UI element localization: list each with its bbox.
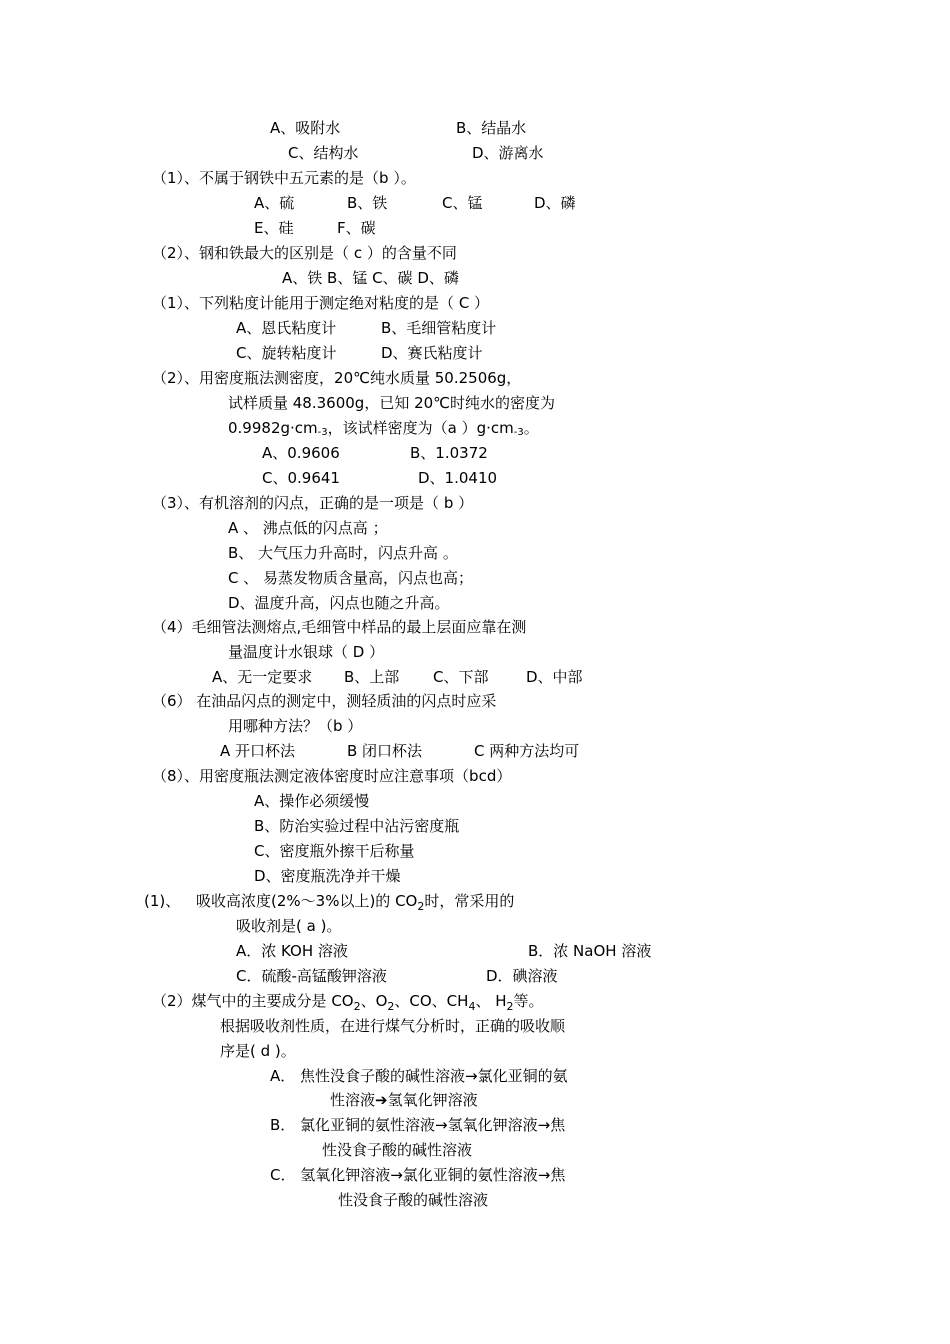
option-e-silicon: E、硅 bbox=[254, 219, 294, 237]
option-b-sequence-line2: 性没食子酸的碱性溶液 bbox=[322, 1141, 473, 1159]
option-c-manganese: C、锰 bbox=[442, 194, 483, 212]
question-steel-elements: （1）、不属于钢铁中五元素的是（b ）。 bbox=[152, 169, 416, 187]
option-b-prevent-contamination: B、防治实验过程中沾污密度瓶 bbox=[254, 817, 460, 835]
option-c-structural-water: C、结构水 bbox=[288, 144, 359, 162]
option-c-sequence: C． 氢氧化钾溶液→氯化亚铜的氨性溶液→焦 bbox=[270, 1166, 566, 1184]
question-gas-components-line2: 根据吸收剂性质，在进行煤气分析时，正确的吸收顺 bbox=[220, 1017, 566, 1035]
option-c-density: C、0.9641 bbox=[262, 469, 340, 487]
question-oil-flash-point-line2: 用哪种方法？（b ） bbox=[228, 717, 363, 735]
option-d-saybolt-viscometer: D、赛氏粘度计 bbox=[381, 344, 483, 362]
option-a-adsorbed-water: A、吸附水 bbox=[270, 119, 341, 137]
question-melting-point-line2: 量温度计水银球（ D ） bbox=[228, 643, 385, 661]
question-steel-iron-difference: （2）、钢和铁最大的区别是（ c ）的含量不同 bbox=[152, 244, 457, 262]
option-a-engler-viscometer: A、恩氏粘度计 bbox=[236, 319, 337, 337]
question-melting-point: （4）毛细管法测熔点,毛细管中样品的最上层面应靠在测 bbox=[152, 618, 527, 636]
option-d-phosphorus: D、磷 bbox=[534, 194, 576, 212]
question-viscometer: （1）、下列粘度计能用于测定绝对粘度的是（ C ） bbox=[152, 294, 490, 312]
option-b-flash-point: B、 大气压力升高时，闪点升高 。 bbox=[228, 544, 458, 562]
option-d-clean-and-dry: D、密度瓶洗净并干燥 bbox=[254, 867, 401, 885]
option-c-both-methods: C 两种方法均可 bbox=[474, 742, 580, 760]
question-gas-components: （2）煤气中的主要成分是 $CO_2$、$O_2$、CO、$CH_4$、 $H_2$等。 bbox=[152, 992, 544, 1013]
option-a-slow-operation: A、操作必须缓慢 bbox=[254, 792, 370, 810]
option-b-capillary-viscometer: B、毛细管粘度计 bbox=[381, 319, 497, 337]
option-d-flash-point: D、温度升高，闪点也随之升高。 bbox=[228, 594, 450, 612]
option-b-closed-cup: B 闭口杯法 bbox=[347, 742, 423, 760]
option-a-no-requirement: A、无一定要求 bbox=[212, 668, 313, 686]
question-flash-point: （3）、有机溶剂的闪点，正确的是一项是（ b ） bbox=[152, 494, 474, 512]
option-c-flash-point: C 、 易蒸发物质含量高，闪点也高； bbox=[228, 569, 474, 587]
option-a-sulfur: A、硫 bbox=[254, 194, 295, 212]
option-b-sequence: B． 氯化亚铜的氨性溶液→氢氧化钾溶液→焦 bbox=[270, 1116, 566, 1134]
option-c-lower: C、下部 bbox=[433, 668, 489, 686]
option-a-open-cup: A 开口杯法 bbox=[220, 742, 296, 760]
option-a-koh: A．浓 KOH 溶液 bbox=[236, 942, 348, 960]
option-a-flash-point: A 、 沸点低的闪点高 ； bbox=[228, 519, 388, 537]
option-b-density: B、1.0372 bbox=[410, 444, 488, 462]
question-co2-absorbent: 吸收高浓度(2%～3%以上)的 $CO_2$时，常采用的 bbox=[196, 892, 515, 913]
option-f-carbon: F、碳 bbox=[337, 219, 376, 237]
question-number-co2: (1)、 bbox=[144, 892, 181, 910]
question-density-precautions: （8）、用密度瓶法测定液体密度时应注意事项（bcd） bbox=[152, 767, 512, 785]
option-b-naoh: B．浓 NaOH 溶液 bbox=[528, 942, 652, 960]
option-c-sulfuric-permanganate: C．硫酸-高锰酸钾溶液 bbox=[236, 967, 387, 985]
option-b-upper: B、上部 bbox=[344, 668, 400, 686]
question-density-bottle: （2）、用密度瓶法测密度，20℃纯水质量 50.2506g， bbox=[152, 369, 522, 387]
question-density-bottle-line2: 试样质量 48.3600g，已知 20℃时纯水的密度为 bbox=[228, 394, 556, 412]
option-b-crystal-water: B、结晶水 bbox=[456, 119, 527, 137]
option-b-iron: B、铁 bbox=[347, 194, 388, 212]
option-a-density: A、0.9606 bbox=[262, 444, 340, 462]
option-c-dry-before-weighing: C、密度瓶外擦干后称量 bbox=[254, 842, 415, 860]
option-d-iodine: D．碘溶液 bbox=[486, 967, 558, 985]
option-d-middle: D、中部 bbox=[526, 668, 583, 686]
question-gas-components-line3: 序是( d )。 bbox=[220, 1042, 296, 1060]
question-oil-flash-point: （6） 在油品闪点的测定中，测轻质油的闪点时应采 bbox=[152, 692, 497, 710]
options-steel-iron: A、铁 B、锰 C、碳 D、磷 bbox=[282, 269, 459, 287]
option-d-free-water: D、游离水 bbox=[472, 144, 544, 162]
option-c-rotational-viscometer: C、旋转粘度计 bbox=[236, 344, 337, 362]
option-a-sequence: A． 焦性没食子酸的碱性溶液→氯化亚铜的氨 bbox=[270, 1067, 568, 1085]
option-d-density: D、1.0410 bbox=[418, 469, 498, 487]
question-density-bottle-line3: $0.9982g\cdot cm_{-3}$，该试样密度为（a ）$g\cdot cm_{-3}$。 bbox=[228, 419, 539, 438]
option-c-sequence-line2: 性没食子酸的碱性溶液 bbox=[338, 1191, 489, 1209]
question-co2-absorbent-line2: 吸收剂是( a )。 bbox=[236, 917, 342, 935]
option-a-sequence-line2: 性溶液➔氢氧化钾溶液 bbox=[330, 1091, 478, 1109]
